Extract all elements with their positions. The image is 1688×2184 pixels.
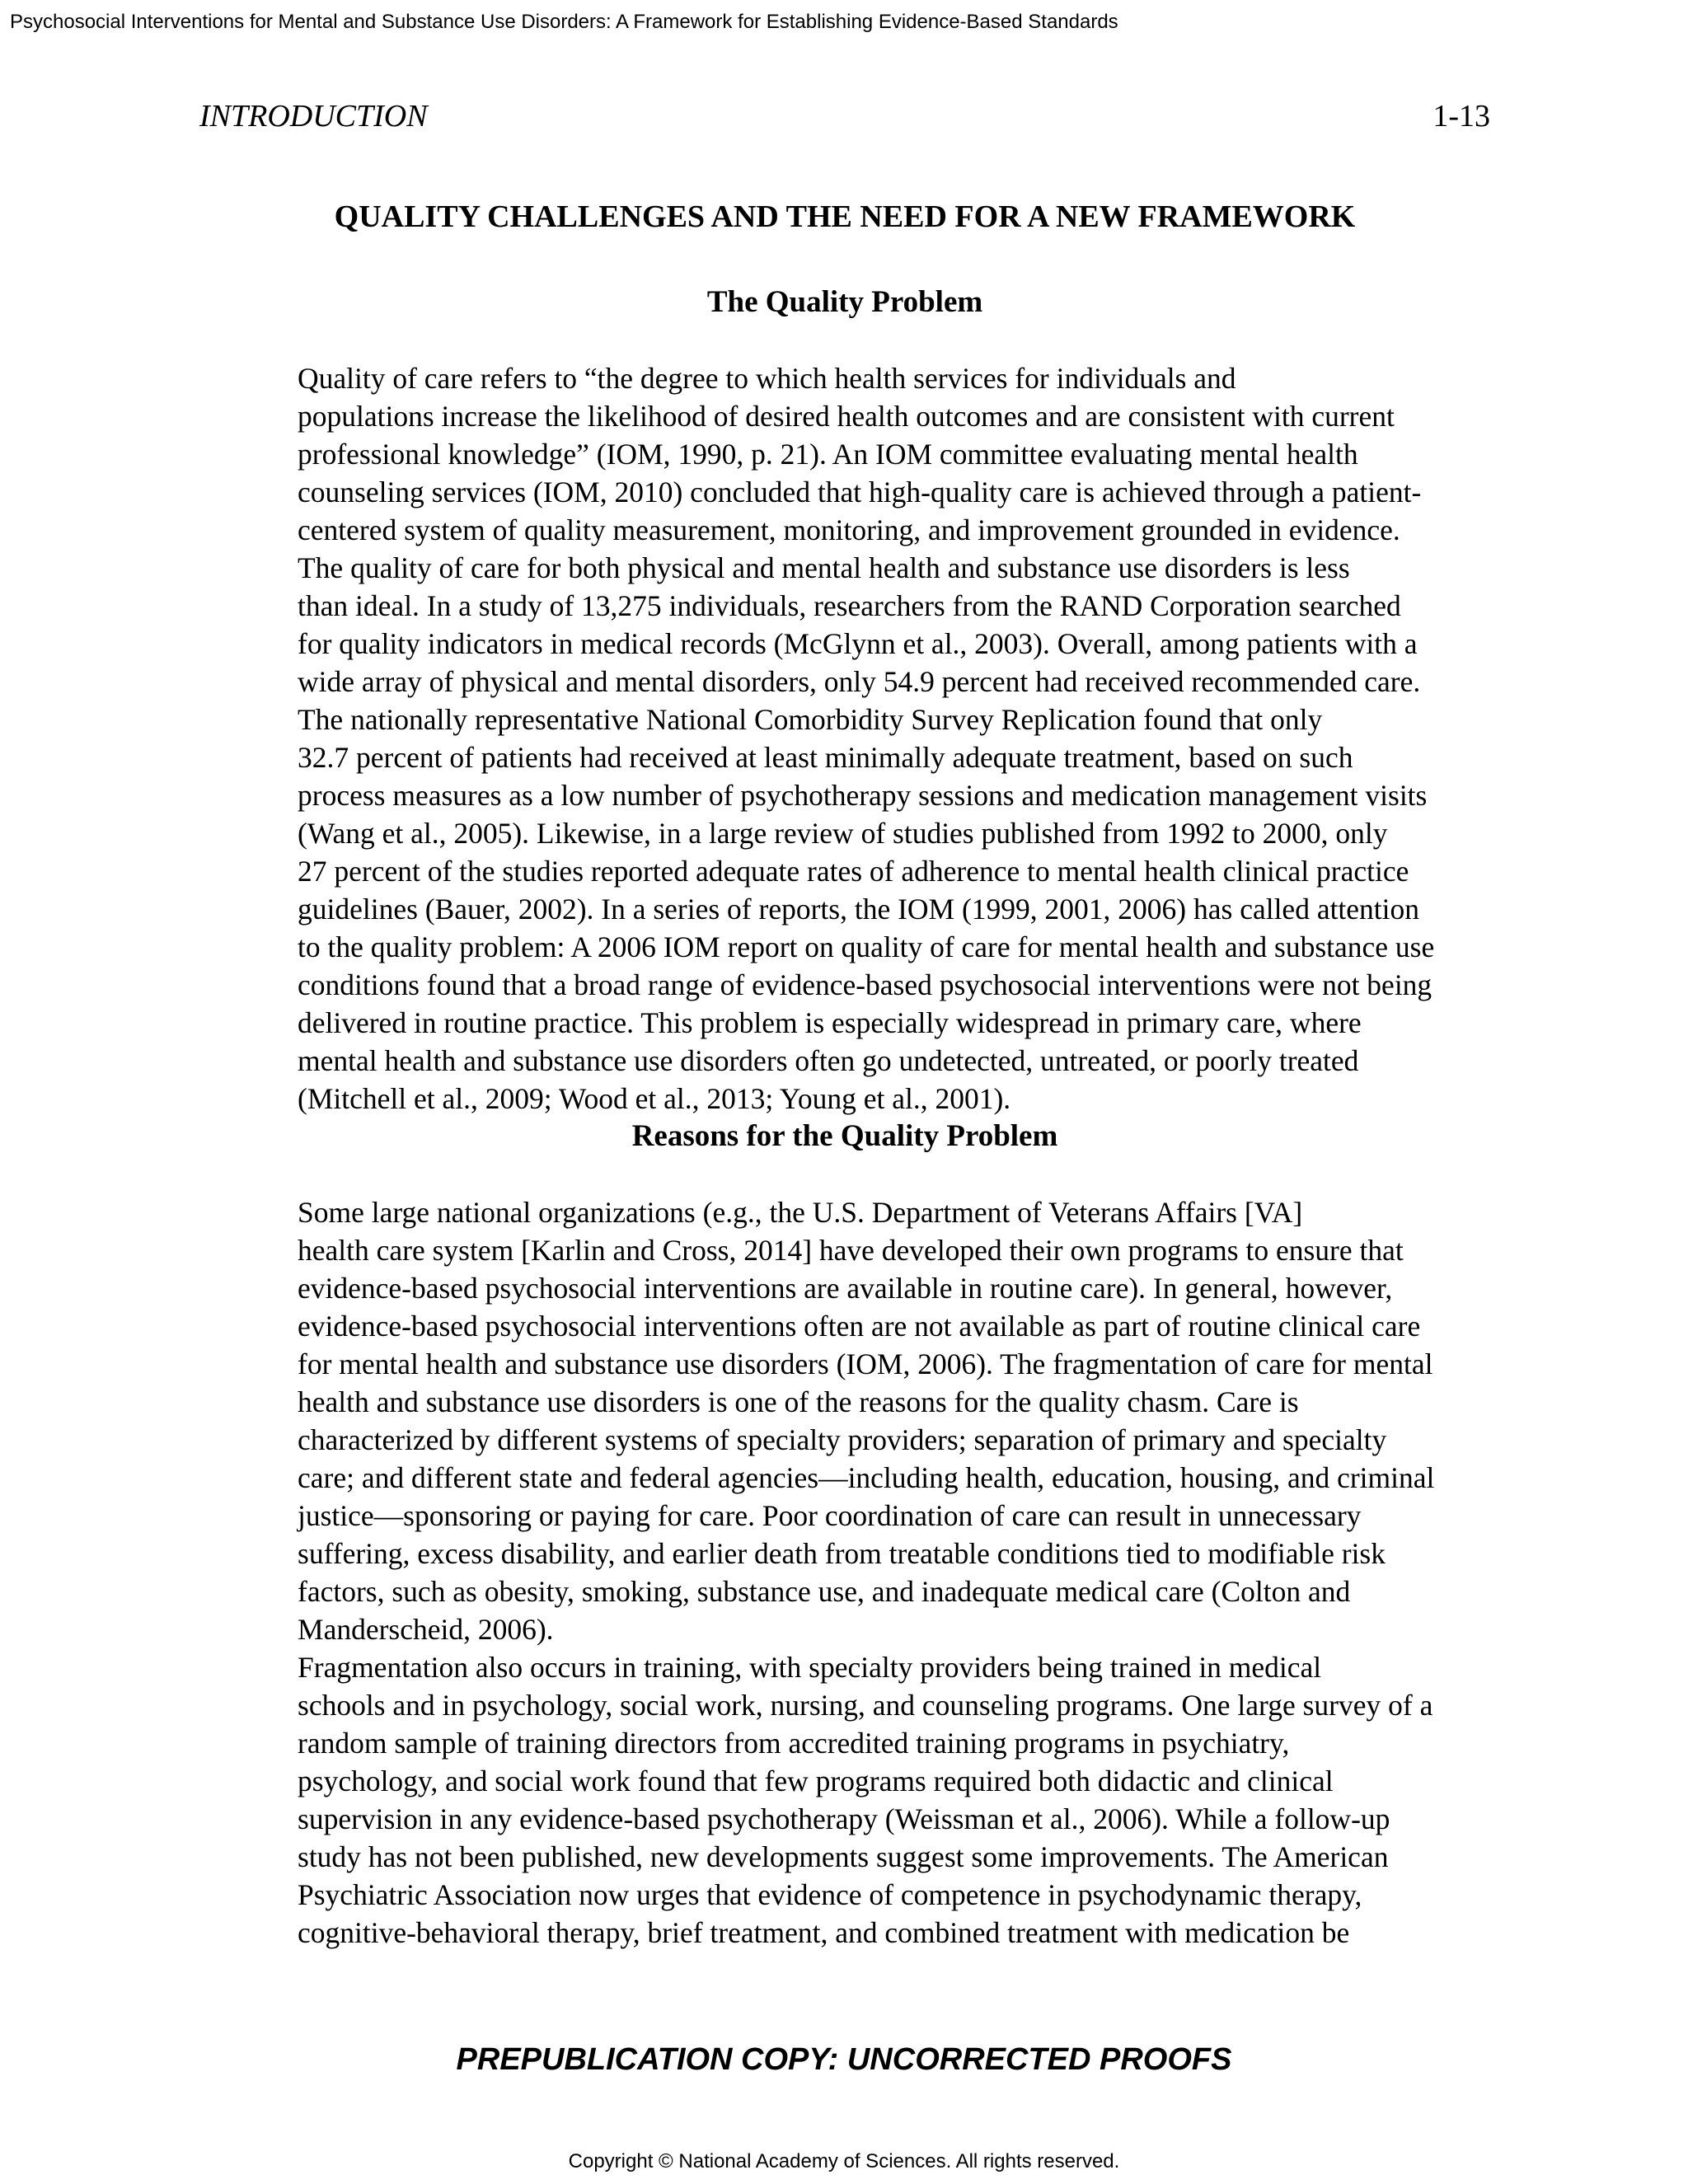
text-line: professional knowledge” (IOM, 1990, p. 21). An IOM committee evaluating mental health xyxy=(298,438,1358,471)
text-line: counseling services (IOM, 2010) concluded that high-quality care is achieved through a patient- xyxy=(298,476,1422,509)
text-line: 27 percent of the studies reported adequate rates of adherence to mental health clinical practice xyxy=(298,855,1409,888)
text-line: cognitive-behavioral therapy, brief treatment, and combined treatment with medication be xyxy=(298,1916,1350,1949)
text-line: Fragmentation also occurs in training, with specialty providers being trained in medical xyxy=(298,1651,1322,1684)
section-heading-quality-problem: The Quality Problem xyxy=(706,285,983,319)
text-line: health care system [Karlin and Cross, 2014] have developed their own programs to ensure that xyxy=(298,1234,1404,1267)
text-line: delivered in routine practice. This problem is especially widespread in primary care, where xyxy=(298,1006,1362,1039)
text-line: evidence-based psychosocial interventions often are not available as part of routine clinical care xyxy=(298,1310,1421,1343)
page-number: 1-13 xyxy=(1432,99,1490,134)
text-line: (Mitchell et al., 2009; Wood et al., 2013; Young et al., 2001). xyxy=(298,1082,1011,1115)
paragraph xyxy=(199,1193,1490,1648)
text-line: 32.7 percent of patients had received at least minimally adequate treatment, based on such xyxy=(298,741,1353,774)
report-title: Psychosocial Interventions for Mental and Substance Use Disorders: A Framework for Establishing Evidence-Based Standards xyxy=(10,11,1118,33)
running-head-section: INTRODUCTION xyxy=(199,99,428,134)
text-line: factors, such as obesity, smoking, substance use, and inadequate medical care (Colton and xyxy=(298,1575,1351,1608)
text-line: populations increase the likelihood of desired health outcomes and are consistent with current xyxy=(298,400,1395,433)
text-line: random sample of training directors from accredited training programs in psychiatry, xyxy=(298,1727,1290,1760)
text-line: suffering, excess disability, and earlier death from treatable conditions tied to modifiable risk xyxy=(298,1537,1386,1570)
text-line: evidence-based psychosocial interventions are available in routine care). In general, however, xyxy=(298,1272,1393,1305)
text-line: process measures as a low number of psychotherapy sessions and medication management visits xyxy=(298,779,1428,812)
text-line: supervision in any evidence-based psychotherapy (Weissman et al., 2006). While a follow-up xyxy=(298,1802,1390,1835)
text-line: for mental health and substance use disorders (IOM, 2006). The fragmentation of care for mental xyxy=(298,1347,1433,1380)
text-line: for quality indicators in medical records (McGlynn et al., 2003). Overall, among patients with a xyxy=(298,627,1418,660)
text-line: psychology, and social work found that few programs required both didactic and clinical xyxy=(298,1765,1334,1797)
chapter-heading: QUALITY CHALLENGES AND THE NEED FOR A NEW FRAMEWORK xyxy=(334,199,1356,234)
text-line: care; and different state and federal agencies—including health, education, housing, and criminal xyxy=(298,1461,1435,1494)
page-body xyxy=(199,198,1490,1952)
text-line: wide array of physical and mental disorders, only 54.9 percent had received recommended care. xyxy=(298,665,1421,698)
copyright-notice: Copyright © National Academy of Sciences. All rights reserved. xyxy=(568,2150,1120,2172)
text-line: The quality of care for both physical and mental health and substance use disorders is less xyxy=(298,551,1350,584)
proof-notice: PREPUBLICATION COPY: UNCORRECTED PROOFS xyxy=(456,2042,1232,2077)
text-line: schools and in psychology, social work, nursing, and counseling programs. One large survey of a xyxy=(298,1689,1433,1722)
text-line: characterized by different systems of specialty providers; separation of primary and specialty xyxy=(298,1423,1387,1456)
text-line: study has not been published, new developments suggest some improvements. The American xyxy=(298,1840,1389,1873)
text-line: Quality of care refers to “the degree to which health services for individuals and xyxy=(298,362,1236,395)
text-line: centered system of quality measurement, monitoring, and improvement grounded in evidence. xyxy=(298,513,1400,546)
paragraph xyxy=(199,1648,1490,1952)
text-line: to the quality problem: A 2006 IOM report on quality of care for mental health and substance use xyxy=(298,930,1435,963)
running-head xyxy=(199,97,1490,135)
text-line: health and substance use disorders is one of the reasons for the quality chasm. Care is xyxy=(298,1385,1299,1418)
text-line: The nationally representative National Comorbidity Survey Replication found that only xyxy=(298,703,1323,736)
text-line: Psychiatric Association now urges that evidence of competence in psychodynamic therapy, xyxy=(298,1878,1362,1911)
text-line: (Wang et al., 2005). Likewise, in a large review of studies published from 1992 to 2000, only xyxy=(298,817,1388,850)
text-line: mental health and substance use disorders often go undetected, untreated, or poorly treated xyxy=(298,1044,1359,1077)
paragraph xyxy=(199,549,1490,1118)
text-line: guidelines (Bauer, 2002). In a series of reports, the IOM (1999, 2001, 2006) has called attention xyxy=(298,893,1420,926)
text-line: justice—sponsoring or paying for care. Poor coordination of care can result in unnecessary xyxy=(298,1499,1362,1532)
text-line: Some large national organizations (e.g., the U.S. Department of Veterans Affairs [VA] xyxy=(298,1196,1303,1229)
text-line: Manderscheid, 2006). xyxy=(298,1613,554,1646)
text-line: conditions found that a broad range of evidence-based psychosocial interventions were not being xyxy=(298,968,1432,1001)
text-line: than ideal. In a study of 13,275 individuals, researchers from the RAND Corporation searched xyxy=(298,589,1401,622)
section-heading-reasons: Reasons for the Quality Problem xyxy=(631,1119,1058,1153)
paragraph xyxy=(199,359,1490,549)
